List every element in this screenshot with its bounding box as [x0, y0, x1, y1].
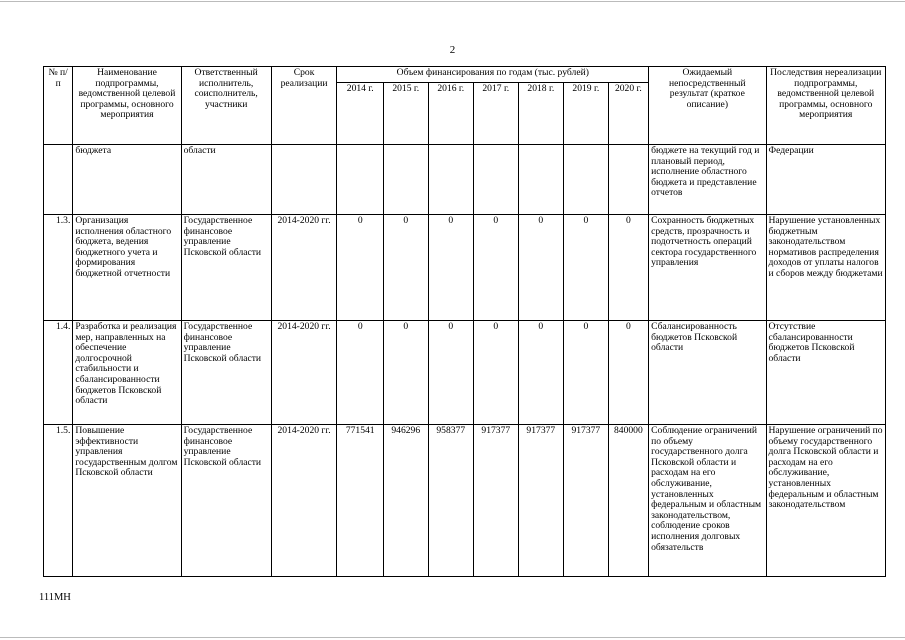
scan-edge-bottom [0, 637, 905, 638]
row-value-2015: 0 [383, 215, 428, 321]
header-consequences: Последствия нереализации подпрограммы, ведомственной целевой программы, основного мероприятия [766, 67, 886, 145]
row-value-2017: 0 [474, 321, 519, 425]
row-value-2017: 0 [474, 215, 519, 321]
header-responsible: Ответственный исполнитель, соисполнитель, участники [181, 67, 271, 145]
header-year-2019: 2019 г. [564, 83, 609, 145]
header-year-2016: 2016 г. [428, 83, 474, 145]
row-consequences: Нарушение установленных бюджетным законодательством нормативов распределения доходов от уплаты налогов и сборов между бюджетами [766, 215, 886, 321]
row-value-2019: 0 [564, 215, 609, 321]
row-value-2015: 0 [383, 321, 428, 425]
row-result: Сохранность бюджетных средств, прозрачность и подотчетность операций сектора государственного управления [649, 215, 766, 321]
row-num: 1.3. [44, 215, 73, 321]
row-name: Повышение эффективности управления государственным долгом Псковской области [73, 425, 181, 577]
row-value-2018 [518, 145, 564, 215]
row-responsible: Государственное финансовое управление Псковской области [181, 321, 271, 425]
row-value-2018: 917377 [518, 425, 564, 577]
row-value-2019: 0 [564, 321, 609, 425]
table-row [44, 425, 886, 577]
row-value-2019: 917377 [564, 425, 609, 577]
table-row [44, 215, 886, 321]
header-year-2015: 2015 г. [383, 83, 428, 145]
row-value-2017: 917377 [474, 425, 519, 577]
row-num: 1.5. [44, 425, 73, 577]
header-name: Наименование подпрограммы, ведомственной целевой программы, основного мероприятия [73, 67, 181, 145]
row-consequences: Отсутствие сбалансированности бюджетов Псковской области [766, 321, 886, 425]
row-value-2020 [608, 145, 649, 215]
row-value-2014: 771541 [337, 425, 384, 577]
header-year-2014: 2014 г. [337, 83, 384, 145]
header-year-2018: 2018 г. [518, 83, 564, 145]
header-year-2017: 2017 г. [474, 83, 519, 145]
row-value-2014: 0 [337, 215, 384, 321]
row-result: Сбалансированность бюджетов Псковской области [649, 321, 766, 425]
page-number: 2 [449, 44, 456, 56]
row-period: 2014-2020 гг. [271, 215, 337, 321]
row-period [271, 145, 337, 215]
row-value-2020: 0 [608, 321, 649, 425]
row-name: Разработка и реализация мер, направленных на обеспечение долгосрочной стабильности и сбалансированности бюджетов Псковской области [73, 321, 181, 425]
row-value-2019 [564, 145, 609, 215]
header-funding: Объем финансирования по годам (тыс. рублей) [337, 67, 649, 83]
row-consequences: Федерации [766, 145, 886, 215]
row-num: 1.4. [44, 321, 73, 425]
financing-table [43, 66, 886, 577]
row-value-2018: 0 [518, 215, 564, 321]
row-value-2016: 958377 [428, 425, 474, 577]
row-value-2020: 840000 [608, 425, 649, 577]
row-num [44, 145, 73, 215]
row-responsible: Государственное финансовое управление Псковской области [181, 215, 271, 321]
scan-edge-top [0, 1, 905, 2]
header-period: Срок реализации [271, 67, 337, 145]
header-num: № п/п [44, 67, 73, 145]
row-value-2015: 946296 [383, 425, 428, 577]
header-result: Ожидаемый непосредственный результат (краткое описание) [649, 67, 766, 145]
row-value-2017 [474, 145, 519, 215]
row-period: 2014-2020 гг. [271, 425, 337, 577]
row-value-2016: 0 [428, 321, 474, 425]
header-year-2020: 2020 г. [608, 83, 649, 145]
row-responsible: области [181, 145, 271, 215]
row-responsible: Государственное финансовое управление Псковской области [181, 425, 271, 577]
row-result: Соблюдение ограничений по объему государственного долга Псковской области и расходам на его обслуживание, установленных федеральным и областным законодательством, соблюдение сроков исполнения долговых обязательств [649, 425, 766, 577]
row-value-2014 [337, 145, 384, 215]
row-name: Организация исполнения областного бюджета, ведения бюджетного учета и формирования бюджетной отчетности [73, 215, 181, 321]
row-value-2016: 0 [428, 215, 474, 321]
document-code: 111МН [39, 592, 71, 603]
row-value-2018: 0 [518, 321, 564, 425]
row-period: 2014-2020 гг. [271, 321, 337, 425]
table-row [44, 321, 886, 425]
row-value-2015 [383, 145, 428, 215]
row-value-2020: 0 [608, 215, 649, 321]
row-consequences: Нарушение ограничений по объему государственного долга Псковской области и расходам на его обслуживание, установленных федеральным и областным законодательством [766, 425, 886, 577]
row-value-2016 [428, 145, 474, 215]
row-value-2014: 0 [337, 321, 384, 425]
row-result: бюджете на текущий год и плановый период, исполнение областного бюджета и представление отчетов [649, 145, 766, 215]
table-row [44, 145, 886, 215]
row-name: бюджета [73, 145, 181, 215]
